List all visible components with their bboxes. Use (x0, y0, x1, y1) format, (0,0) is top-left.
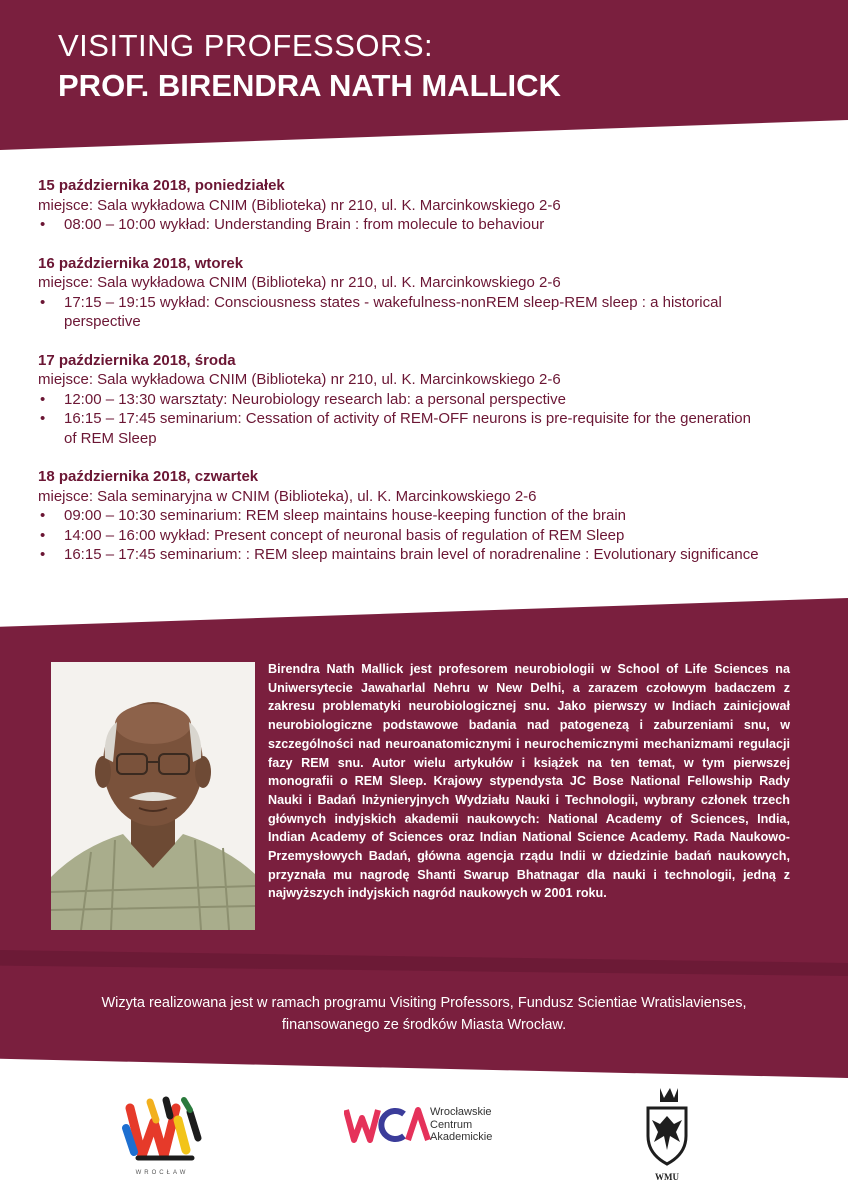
day-date: 15 października 2018, poniedziałek (38, 177, 285, 194)
event-item (38, 390, 818, 410)
event-text: 16:15 – 17:45 seminarium: Cessation of activity of REM-OFF neurons is pre-requisite for the generation (64, 410, 751, 427)
event-text: 16:15 – 17:45 seminarium: : REM sleep maintains brain level of noradrenaline : Evolutionary significance (64, 546, 759, 563)
event-text-continued: perspective (64, 313, 141, 330)
schedule-day (38, 351, 818, 449)
event-text: 08:00 – 10:00 wykład: Understanding Brain : from molecule to behaviour (64, 216, 545, 233)
bullet-icon: • (40, 546, 46, 563)
wmu-crest-icon (640, 1084, 694, 1168)
wroclaw-logo-icon (120, 1092, 204, 1168)
event-item (38, 409, 818, 448)
schedule-day (38, 254, 818, 332)
event-item (38, 293, 818, 332)
event-text: 17:15 – 19:15 wykład: Consciousness states - wakefulness-nonREM sleep-REM sleep : a historical (64, 293, 722, 311)
event-text: 09:00 – 10:30 seminarium: REM sleep maintains house-keeping function of the brain (64, 507, 626, 524)
bullet-icon: • (40, 526, 46, 544)
bio-section (0, 598, 848, 1078)
day-date: 16 października 2018, wtorek (38, 254, 244, 272)
bullet-icon: • (40, 410, 46, 427)
page-title-line2: PROF. BIRENDRA NATH MALLICK (58, 68, 561, 103)
funding-note (0, 992, 848, 1036)
schedule-day (38, 467, 818, 565)
day-venue: miejsce: Sala seminaryjna w CNIM (Biblioteka), ul. K. Marcinkowskiego 2-6 (38, 487, 537, 505)
day-date: 17 października 2018, środa (38, 351, 236, 369)
event-item (38, 215, 818, 235)
page-title-line1: VISITING PROFESSORS: (58, 28, 434, 63)
logos-bar (0, 1078, 848, 1200)
event-item (38, 545, 818, 565)
professor-photo (51, 662, 255, 930)
day-venue: miejsce: Sala wykładowa CNIM (Biblioteka) nr 210, ul. K. Marcinkowskiego 2-6 (38, 371, 561, 388)
bullet-icon: • (40, 216, 46, 233)
wroclaw-logo-text: WROCŁAW (135, 1170, 189, 1176)
portrait-icon (51, 662, 255, 930)
wca-text-line1: Wrocławskie (430, 1106, 492, 1118)
event-text: 14:00 – 16:00 wykład: Present concept of neuronal basis of regulation of REM Sleep (64, 526, 625, 544)
wmu-logo-text: WMU (655, 1172, 679, 1182)
schedule (38, 176, 818, 584)
header-banner (0, 0, 848, 150)
event-item (38, 506, 818, 526)
day-venue: miejsce: Sala wykładowa CNIM (Biblioteka) nr 210, ul. K. Marcinkowskiego 2-6 (38, 196, 561, 214)
funding-note-line1: Wizyta realizowana jest w ramach programu Visiting Professors, Fundusz Scientiae Wratislavienses, (101, 995, 747, 1011)
bullet-icon: • (40, 390, 46, 408)
event-item (38, 526, 818, 546)
day-date: 18 października 2018, czwartek (38, 468, 259, 485)
wca-logo-text (430, 1106, 492, 1144)
bullet-icon: • (40, 293, 46, 311)
day-venue: miejsce: Sala wykładowa CNIM (Biblioteka) nr 210, ul. K. Marcinkowskiego 2-6 (38, 274, 561, 291)
bullet-icon: • (40, 507, 46, 524)
event-text-continued: of REM Sleep (64, 429, 157, 447)
wca-text-line3: Akademickie (430, 1131, 493, 1143)
wca-text-line2: Centrum (430, 1118, 473, 1131)
bio-text: Birendra Nath Mallick jest profesorem neurobiologii w School of Life Sciences na Uniwersytecie Jawaharlal Nehru w New Delhi, a zarazem czołowym badaczem z zakresu problematyki neurobiologicznej snu. Jako pierwszy w Indiach zainicjował neurobiologiczne podstawowe badania nad patogenezą i zaburzeniami snu, w szczególności nad neuroanatomicznymi i neurochemicznymi mechanizmami regulacji fazy REM snu. Autor wielu artykułów i książek na ten temat, w tym pierwszej monografii o REM Sleep. Krajowy stypendysta JC Bose National Fellowship Rady Nauki i Badań Inżynieryjnych Wydziału Nauki i Technologii, wybrany członek trzech głównych indyjskich akademii naukowych: National Academy of Sciences, India, Indian Academy of Sciences oraz Indian National Science Academy. Rada Naukowo-Przemysłowych Badań, główna agencja rządu Indii w dziedzinie badań naukowych, przyznała mu nagrodę Shanti Swarup Bhatnagar dla nauki i technologii, jedną z najwyższych indyjskich nagród naukowych w 2001 roku. (268, 662, 790, 901)
event-text: 12:00 – 13:30 warsztaty: Neurobiology research lab: a personal perspective (64, 390, 566, 408)
funding-note-line2: finansowanego ze środków Miasta Wrocław. (281, 1017, 567, 1033)
schedule-day (38, 176, 818, 235)
